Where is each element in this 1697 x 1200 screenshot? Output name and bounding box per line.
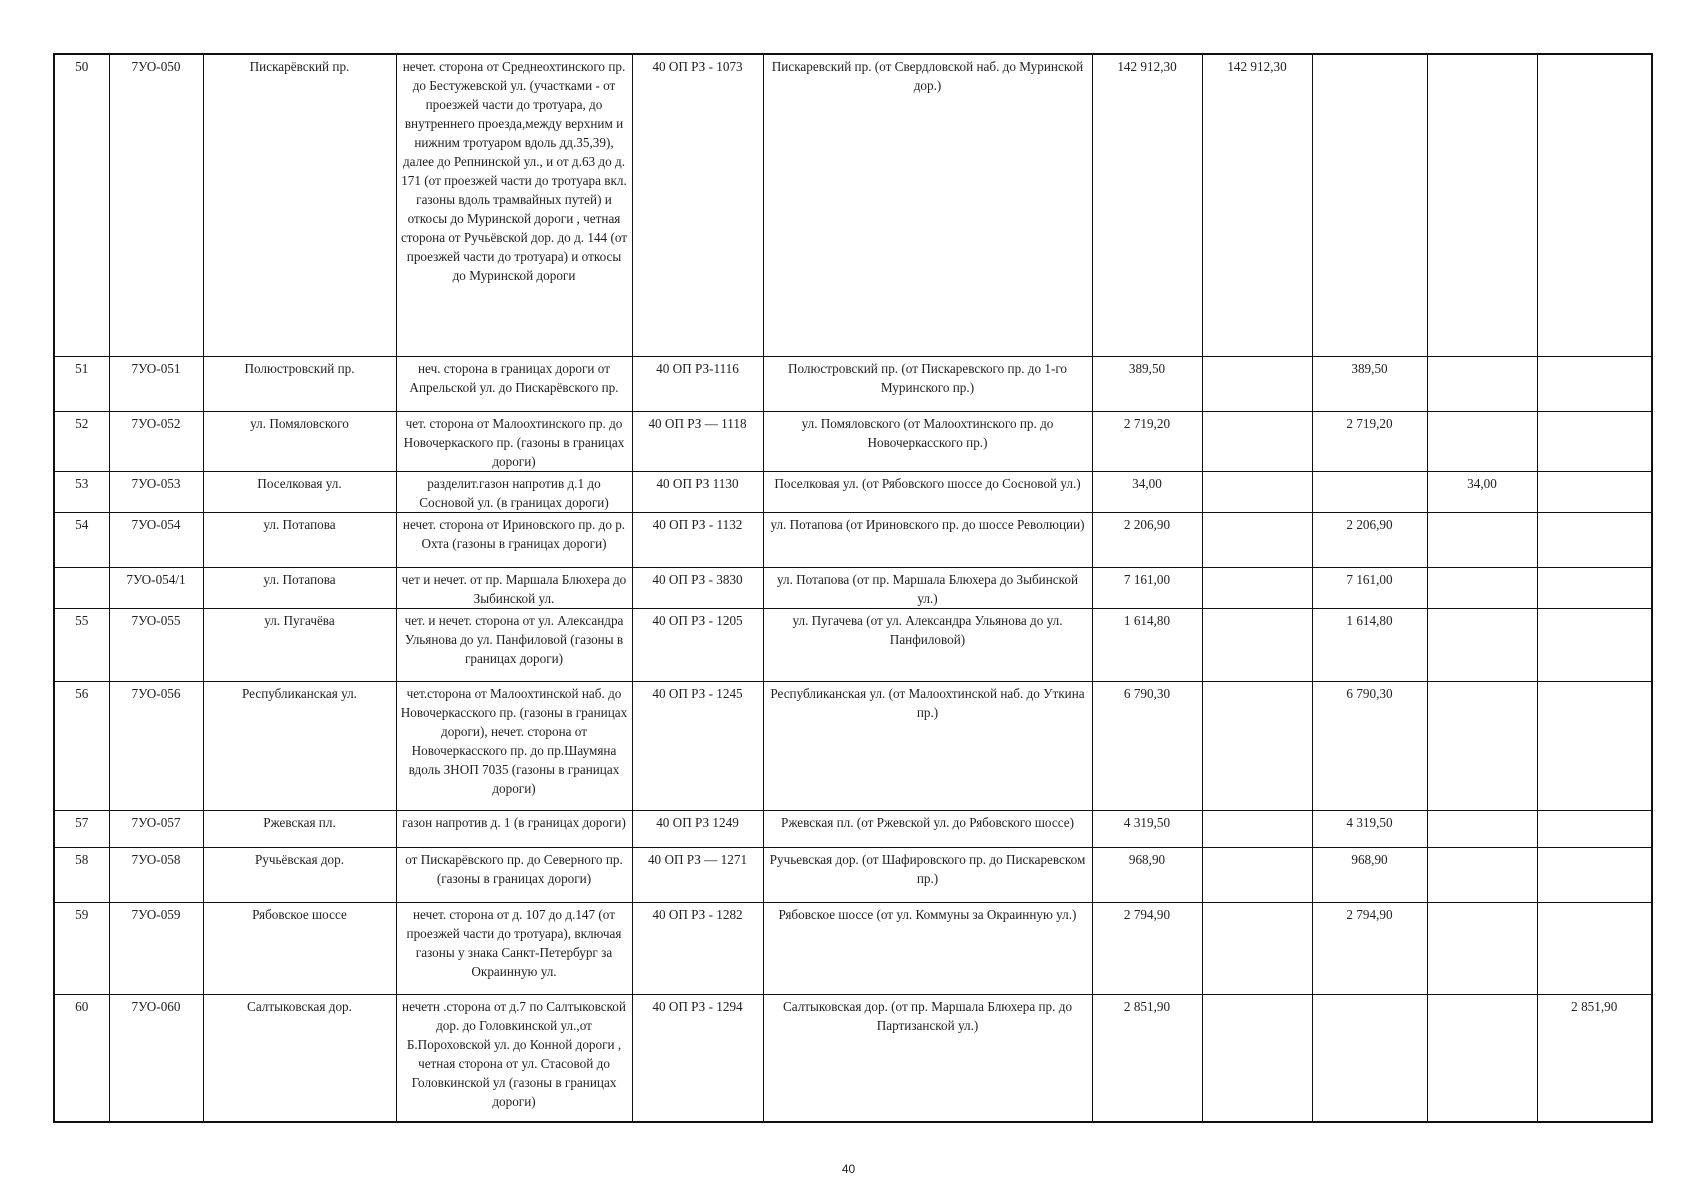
- registry-number-cell: 40 ОП РЗ - 1132: [632, 512, 763, 567]
- registry-number-cell: 40 ОП РЗ — 1271: [632, 847, 763, 902]
- total-area-cell: 34,00: [1092, 471, 1202, 512]
- table-body: [54, 54, 1652, 1122]
- object-code-cell: 7УО-057: [109, 810, 203, 847]
- area-description-cell: нечет. сторона от д. 107 до д.147 (от проезжей части до тротуара), включая газоны у знака Санкт-Петербург за Окраинную ул.: [396, 902, 632, 994]
- object-code-cell: 7УО-055: [109, 608, 203, 681]
- area-category-4-cell: [1537, 810, 1652, 847]
- road-name-cell: ул. Потапова (от пр. Маршала Блюхера до Зыбинской ул.): [763, 567, 1092, 608]
- area-category-3-cell: [1427, 512, 1537, 567]
- row-number-cell: 52: [54, 411, 109, 471]
- registry-number-cell: 40 ОП РЗ - 1282: [632, 902, 763, 994]
- page-number: 40: [841, 1162, 856, 1176]
- area-category-3-cell: [1427, 608, 1537, 681]
- street-name-cell: Салтыковская дор.: [203, 994, 396, 1122]
- table-row: [54, 411, 1652, 471]
- street-name-cell: Поселковая ул.: [203, 471, 396, 512]
- table-row: [54, 994, 1652, 1122]
- area-category-1-cell: [1202, 681, 1312, 810]
- road-name-cell: Полюстровский пр. (от Пискаревского пр. до 1-го Муринского пр.): [763, 356, 1092, 411]
- row-number-cell: 53: [54, 471, 109, 512]
- area-category-1-cell: [1202, 512, 1312, 567]
- table-row: [54, 356, 1652, 411]
- road-name-cell: Рябовское шоссе (от ул. Коммуны за Окраинную ул.): [763, 902, 1092, 994]
- area-category-2-cell: 6 790,30: [1312, 681, 1427, 810]
- area-category-3-cell: [1427, 411, 1537, 471]
- road-name-cell: Поселковая ул. (от Рябовского шоссе до Сосновой ул.): [763, 471, 1092, 512]
- row-number-cell: 59: [54, 902, 109, 994]
- registry-number-cell: 40 ОП РЗ-1116: [632, 356, 763, 411]
- area-category-1-cell: 142 912,30: [1202, 54, 1312, 356]
- registry-number-cell: 40 ОП РЗ - 1245: [632, 681, 763, 810]
- table-row: [54, 512, 1652, 567]
- object-code-cell: 7УО-050: [109, 54, 203, 356]
- total-area-cell: 2 794,90: [1092, 902, 1202, 994]
- area-category-2-cell: 2 794,90: [1312, 902, 1427, 994]
- area-category-3-cell: [1427, 810, 1537, 847]
- row-number-cell: 54: [54, 512, 109, 567]
- area-description-cell: чет. и нечет. сторона от ул. Александра Ульянова до ул. Панфиловой (газоны в границах дороги): [396, 608, 632, 681]
- area-category-3-cell: [1427, 994, 1537, 1122]
- object-code-cell: 7УО-058: [109, 847, 203, 902]
- street-name-cell: Ржевская пл.: [203, 810, 396, 847]
- road-name-cell: ул. Пугачева (от ул. Александра Ульянова до ул. Панфиловой): [763, 608, 1092, 681]
- area-description-cell: чет.сторона от Малоохтинской наб. до Новочеркасского пр. (газоны в границах дороги), нечет. сторона от Новочеркасского пр. до пр.Шаумяна вдоль ЗНОП 7035 (газоны в границах дороги): [396, 681, 632, 810]
- area-category-3-cell: [1427, 567, 1537, 608]
- total-area-cell: 1 614,80: [1092, 608, 1202, 681]
- area-description-cell: от Пискарёвского пр. до Северного пр. (газоны в границах дороги): [396, 847, 632, 902]
- area-category-1-cell: [1202, 411, 1312, 471]
- table-row: [54, 681, 1652, 810]
- row-number-cell: 55: [54, 608, 109, 681]
- street-name-cell: Рябовское шоссе: [203, 902, 396, 994]
- registry-number-cell: 40 ОП РЗ - 3830: [632, 567, 763, 608]
- area-category-2-cell: 1 614,80: [1312, 608, 1427, 681]
- object-code-cell: 7УО-056: [109, 681, 203, 810]
- area-description-cell: нечетн .сторона от д.7 по Салтыковской дор. до Головкинской ул.,от Б.Пороховской ул. до Конной дороги , четная сторона от ул. Стасовой до Головкинской ул (газоны в границах дороги): [396, 994, 632, 1122]
- registry-number-cell: 40 ОП РЗ — 1118: [632, 411, 763, 471]
- area-category-2-cell: 7 161,00: [1312, 567, 1427, 608]
- object-code-cell: 7УО-060: [109, 994, 203, 1122]
- road-name-cell: Ручьевская дор. (от Шафировского пр. до Пискаревском пр.): [763, 847, 1092, 902]
- object-code-cell: 7УО-053: [109, 471, 203, 512]
- total-area-cell: 7 161,00: [1092, 567, 1202, 608]
- total-area-cell: 2 719,20: [1092, 411, 1202, 471]
- road-name-cell: ул. Потапова (от Ириновского пр. до шоссе Революции): [763, 512, 1092, 567]
- street-name-cell: ул. Потапова: [203, 512, 396, 567]
- area-category-1-cell: [1202, 608, 1312, 681]
- area-category-3-cell: 34,00: [1427, 471, 1537, 512]
- area-category-1-cell: [1202, 810, 1312, 847]
- object-code-cell: 7УО-054/1: [109, 567, 203, 608]
- road-name-cell: Салтыковская дор. (от пр. Маршала Блюхера пр. до Партизанской ул.): [763, 994, 1092, 1122]
- row-number-cell: 58: [54, 847, 109, 902]
- area-category-4-cell: [1537, 471, 1652, 512]
- area-category-2-cell: [1312, 471, 1427, 512]
- street-name-cell: Полюстровский пр.: [203, 356, 396, 411]
- row-number-cell: 57: [54, 810, 109, 847]
- area-description-cell: нечет. сторона от Среднеохтинского пр. до Бестужевской ул. (участками - от проезжей части до тротуара, до внутреннего проезда,между верхним и нижним тротуаром вдоль дд.35,39), далее до Репнинской ул., и от д.63 до д. 171 (от проезжей части до тротуара вкл. газоны вдоль трамвайных путей) и откосы до Муринской дороги , четная сторона от Ручьёвской дор. до д. 144 (от проезжей части до тротуара) и откосы до Муринской дороги: [396, 54, 632, 356]
- street-name-cell: ул. Пугачёва: [203, 608, 396, 681]
- area-category-1-cell: [1202, 902, 1312, 994]
- row-number-cell: 50: [54, 54, 109, 356]
- total-area-cell: 4 319,50: [1092, 810, 1202, 847]
- road-name-cell: ул. Помяловского (от Малоохтинского пр. до Новочеркасского пр.): [763, 411, 1092, 471]
- area-category-4-cell: 2 851,90: [1537, 994, 1652, 1122]
- road-name-cell: Республиканская ул. (от Малоохтинской наб. до Уткина пр.): [763, 681, 1092, 810]
- table-row: [54, 54, 1652, 356]
- row-number-cell: 60: [54, 994, 109, 1122]
- table-row: [54, 810, 1652, 847]
- area-category-1-cell: [1202, 567, 1312, 608]
- area-description-cell: чет. сторона от Малоохтинского пр. до Новочеркаского пр. (газоны в границах дороги): [396, 411, 632, 471]
- object-code-cell: 7УО-054: [109, 512, 203, 567]
- area-description-cell: разделит.газон напротив д.1 до Сосновой ул. (в границах дороги): [396, 471, 632, 512]
- area-description-cell: неч. сторона в границах дороги от Апрельской ул. до Пискарёвского пр.: [396, 356, 632, 411]
- area-category-3-cell: [1427, 847, 1537, 902]
- roads-table: [53, 53, 1653, 1123]
- street-name-cell: Республиканская ул.: [203, 681, 396, 810]
- area-category-4-cell: [1537, 411, 1652, 471]
- registry-number-cell: 40 ОП РЗ 1130: [632, 471, 763, 512]
- area-category-2-cell: 968,90: [1312, 847, 1427, 902]
- table-row: [54, 471, 1652, 512]
- table-row: [54, 902, 1652, 994]
- area-category-1-cell: [1202, 847, 1312, 902]
- area-category-3-cell: [1427, 54, 1537, 356]
- total-area-cell: 2 851,90: [1092, 994, 1202, 1122]
- area-category-2-cell: [1312, 994, 1427, 1122]
- area-category-2-cell: 2 719,20: [1312, 411, 1427, 471]
- area-description-cell: чет и нечет. от пр. Маршала Блюхера до Зыбинской ул.: [396, 567, 632, 608]
- registry-number-cell: 40 ОП РЗ - 1205: [632, 608, 763, 681]
- total-area-cell: 142 912,30: [1092, 54, 1202, 356]
- area-category-2-cell: 2 206,90: [1312, 512, 1427, 567]
- area-description-cell: газон напротив д. 1 (в границах дороги): [396, 810, 632, 847]
- table-row: [54, 608, 1652, 681]
- row-number-cell: 51: [54, 356, 109, 411]
- area-category-3-cell: [1427, 902, 1537, 994]
- object-code-cell: 7УО-051: [109, 356, 203, 411]
- area-category-4-cell: [1537, 608, 1652, 681]
- road-name-cell: Ржевская пл. (от Ржевской ул. до Рябовского шоссе): [763, 810, 1092, 847]
- area-category-2-cell: 4 319,50: [1312, 810, 1427, 847]
- street-name-cell: ул. Потапова: [203, 567, 396, 608]
- street-name-cell: Пискарёвский пр.: [203, 54, 396, 356]
- total-area-cell: 968,90: [1092, 847, 1202, 902]
- area-category-4-cell: [1537, 356, 1652, 411]
- road-name-cell: Пискаревский пр. (от Свердловской наб. до Муринской дор.): [763, 54, 1092, 356]
- area-category-1-cell: [1202, 994, 1312, 1122]
- area-category-2-cell: [1312, 54, 1427, 356]
- registry-number-cell: 40 ОП РЗ 1249: [632, 810, 763, 847]
- area-category-3-cell: [1427, 356, 1537, 411]
- total-area-cell: 2 206,90: [1092, 512, 1202, 567]
- area-category-4-cell: [1537, 54, 1652, 356]
- street-name-cell: ул. Помяловского: [203, 411, 396, 471]
- registry-number-cell: 40 ОП РЗ - 1073: [632, 54, 763, 356]
- total-area-cell: 389,50: [1092, 356, 1202, 411]
- area-category-4-cell: [1537, 681, 1652, 810]
- street-name-cell: Ручьёвская дор.: [203, 847, 396, 902]
- area-category-4-cell: [1537, 512, 1652, 567]
- object-code-cell: 7УО-059: [109, 902, 203, 994]
- total-area-cell: 6 790,30: [1092, 681, 1202, 810]
- table-row: [54, 567, 1652, 608]
- area-category-3-cell: [1427, 681, 1537, 810]
- area-category-1-cell: [1202, 356, 1312, 411]
- row-number-cell: [54, 567, 109, 608]
- area-category-4-cell: [1537, 847, 1652, 902]
- table-row: [54, 847, 1652, 902]
- area-category-4-cell: [1537, 567, 1652, 608]
- area-category-2-cell: 389,50: [1312, 356, 1427, 411]
- row-number-cell: 56: [54, 681, 109, 810]
- document-sheet: [53, 53, 1651, 1123]
- registry-number-cell: 40 ОП РЗ - 1294: [632, 994, 763, 1122]
- area-description-cell: нечет. сторона от Ириновского пр. до р. Охта (газоны в границах дороги): [396, 512, 632, 567]
- object-code-cell: 7УО-052: [109, 411, 203, 471]
- area-category-1-cell: [1202, 471, 1312, 512]
- area-category-4-cell: [1537, 902, 1652, 994]
